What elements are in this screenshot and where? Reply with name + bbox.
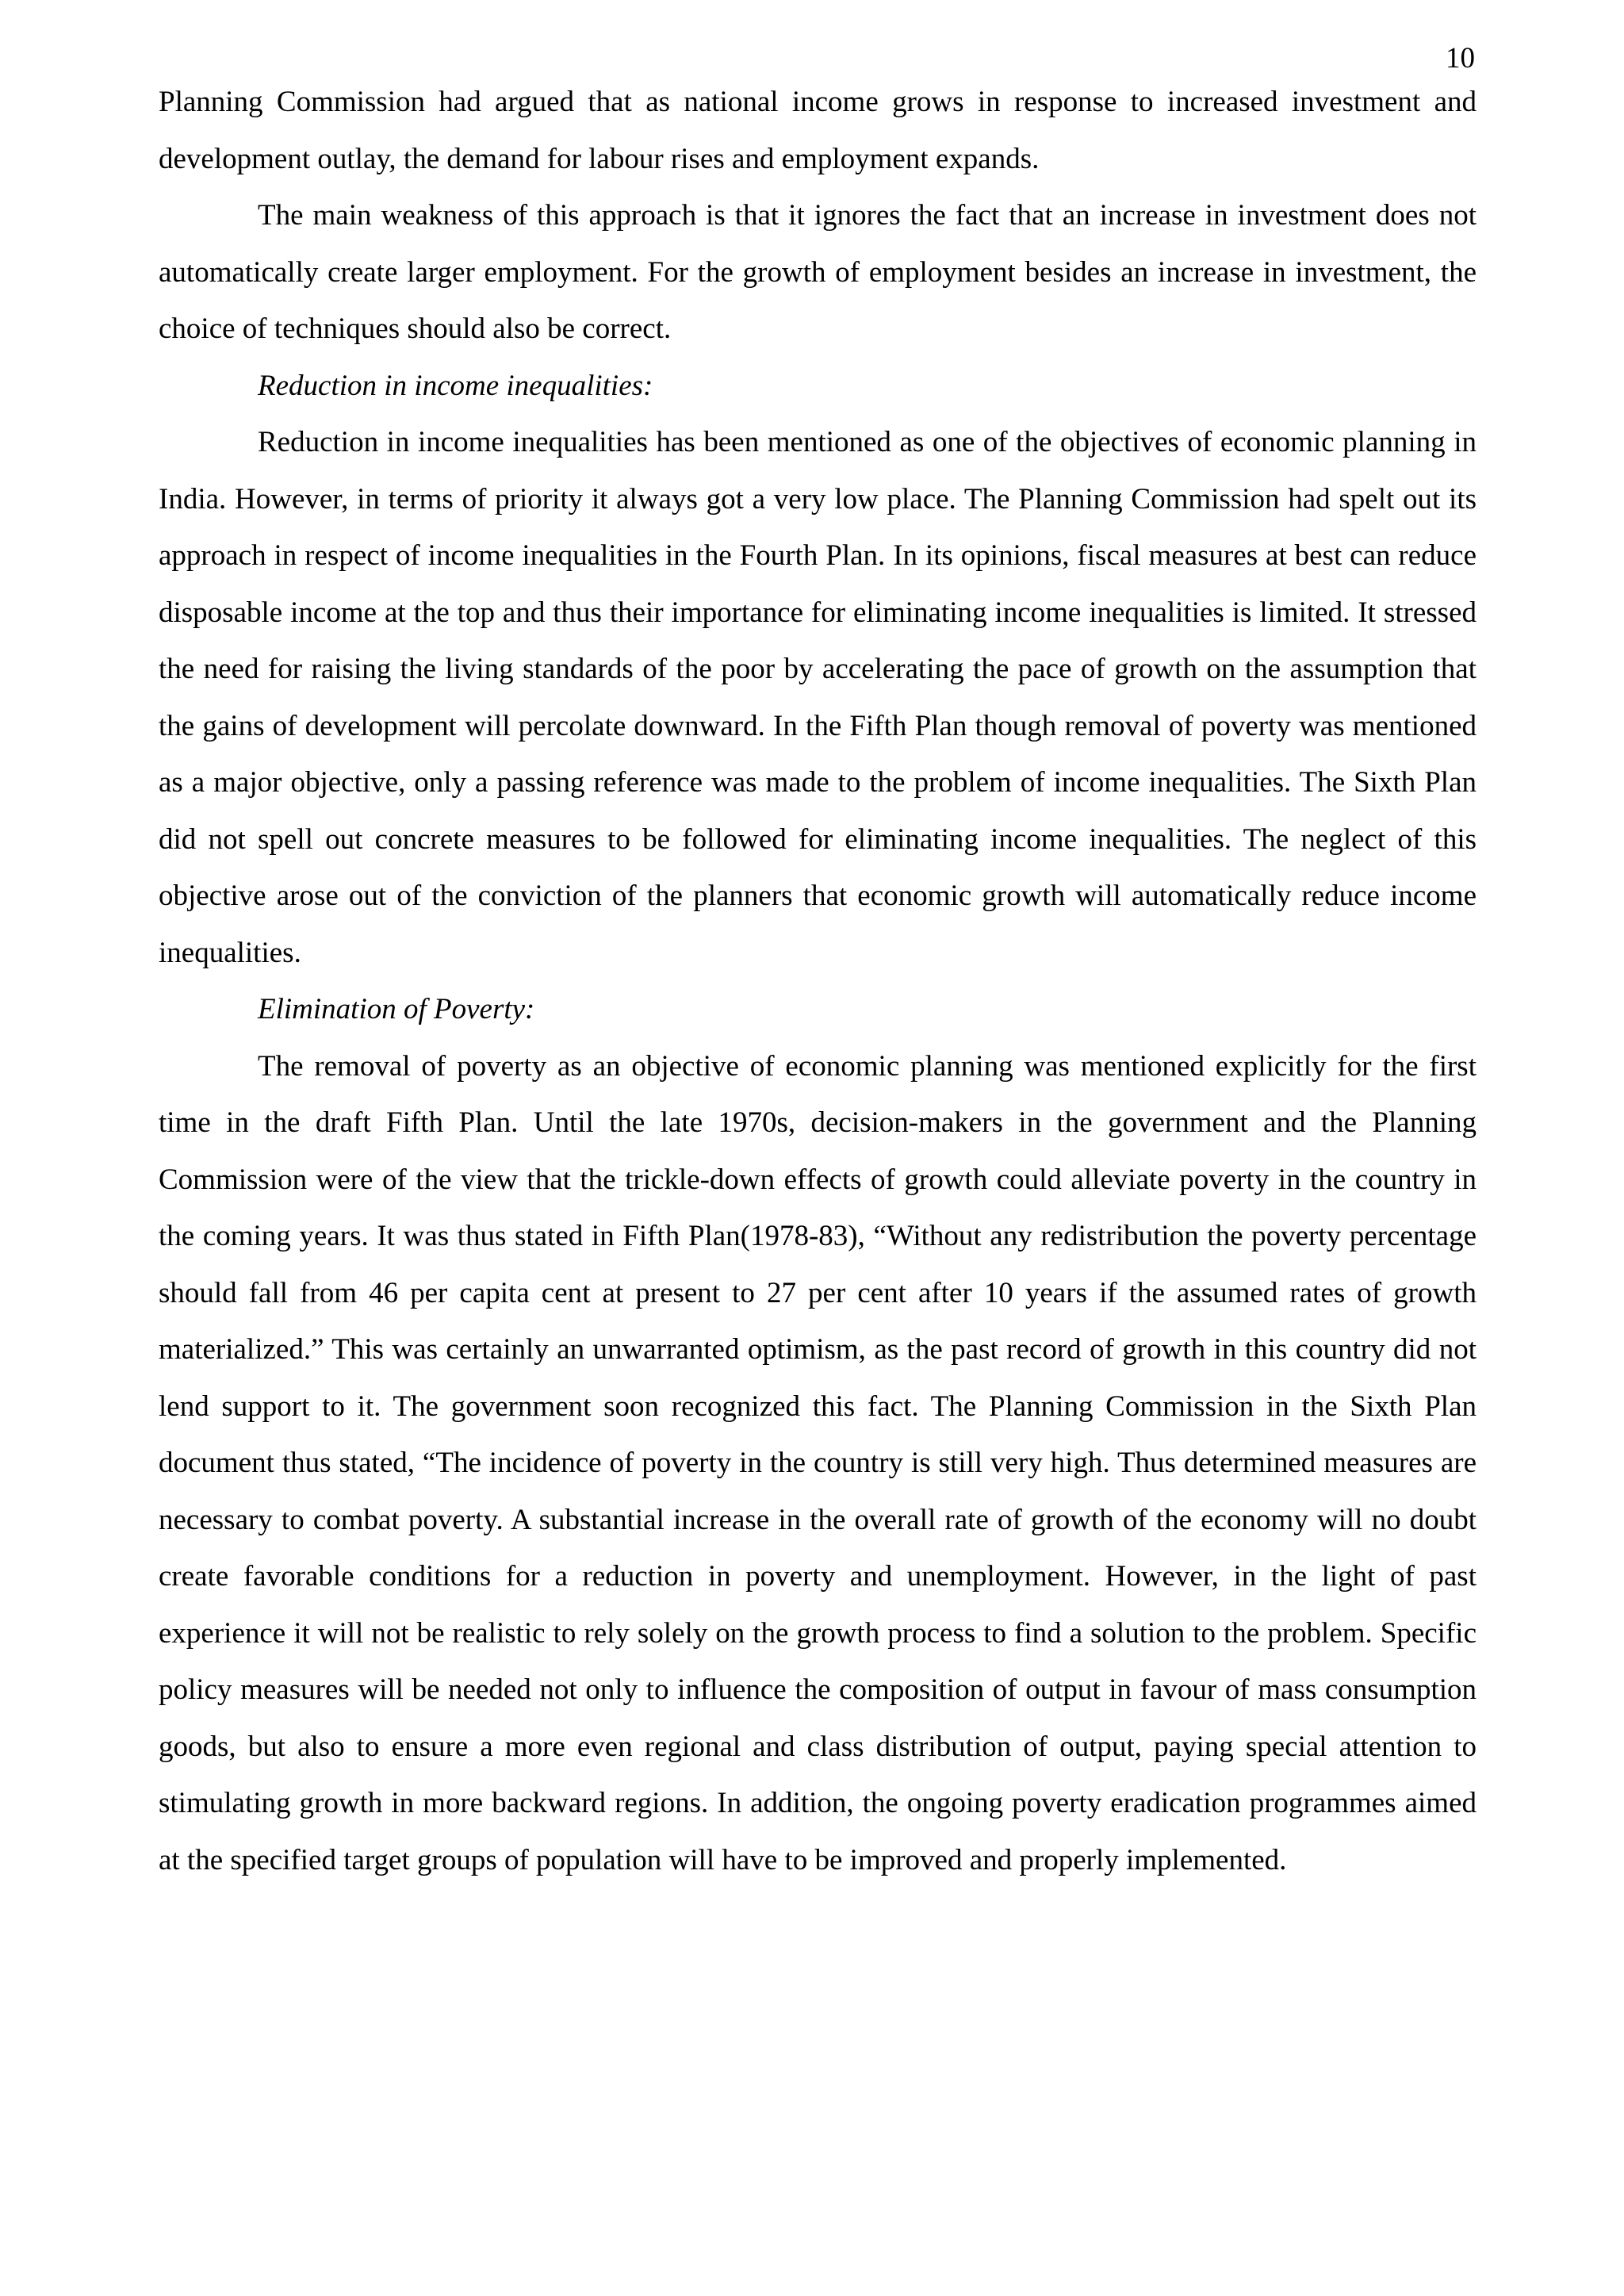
page-number: 10 — [1446, 42, 1475, 75]
section-heading-income-inequalities: Reduction in income inequalities: — [258, 369, 653, 402]
paragraph-approach-weakness: The main weakness of this approach is that it ignores the fact that an increase in investment does not automatically create larger employment. For the growth of employment besides an increase in investment, the choice of techniques should also be correct. — [159, 199, 1477, 345]
section-heading-poverty: Elimination of Poverty: — [258, 993, 535, 1025]
paragraph-employment-argument: Planning Commission had argued that as national income grows in response to increased investment and development outlay, the demand for labour rises and employment expands. — [159, 86, 1477, 175]
paragraph-income-inequalities: Reduction in income inequalities has been mentioned as one of the objectives of economic planning in India. However, in terms of priority it always got a very low place. The Planning Commission had spelt out its approach in respect of income inequalities in the Fourth Plan. In its opinions, fiscal measures at best can reduce disposable income at the top and thus their importance for eliminating income inequalities is limited. It stressed the need for raising the living standards of the poor by accelerating the pace of growth on the assumption that the gains of development will percolate downward. In the Fifth Plan though removal of poverty was mentioned as a major objective, only a passing reference was made to the problem of income inequalities. The Sixth Plan did not spell out concrete measures to be followed for eliminating income inequalities. The neglect of this objective arose out of the conviction of the planners that economic growth will automatically reduce income inequalities. — [159, 426, 1477, 969]
paragraph-poverty-elimination: The removal of poverty as an objective of economic planning was mentioned explicitly for the first time in the draft Fifth Plan. Until the late 1970s, decision-makers in the government and the Planning Commission were of the view that the trickle-down effects of growth could alleviate poverty in the country in the coming years. It was thus stated in Fifth Plan(1978-83), “Without any redistribution the poverty percentage should fall from 46 per capita cent at present to 27 per cent after 10 years if the assumed rates of growth materialized.” This was certainly an unwarranted optimism, as the past record of growth in this country did not lend support to it. The government soon recognized this fact. The Planning Commission in the Sixth Plan document thus stated, “The incidence of poverty in the country is still very high. Thus determined measures are necessary to combat poverty. A substantial increase in the overall rate of growth of the economy will no doubt create favorable conditions for a reduction in poverty and unemployment. However, in the light of past experience it will not be realistic to rely solely on the growth process to find a solution to the problem. Specific policy measures will be needed not only to influence the composition of output in favour of mass consumption goods, but also to ensure a more even regional and class distribution of output, paying special attention to stimulating growth in more backward regions. In addition, the ongoing poverty eradication programmes aimed at the specified target groups of population will have to be improved and properly implemented. — [159, 1049, 1477, 1876]
body-text — [159, 74, 1477, 1888]
